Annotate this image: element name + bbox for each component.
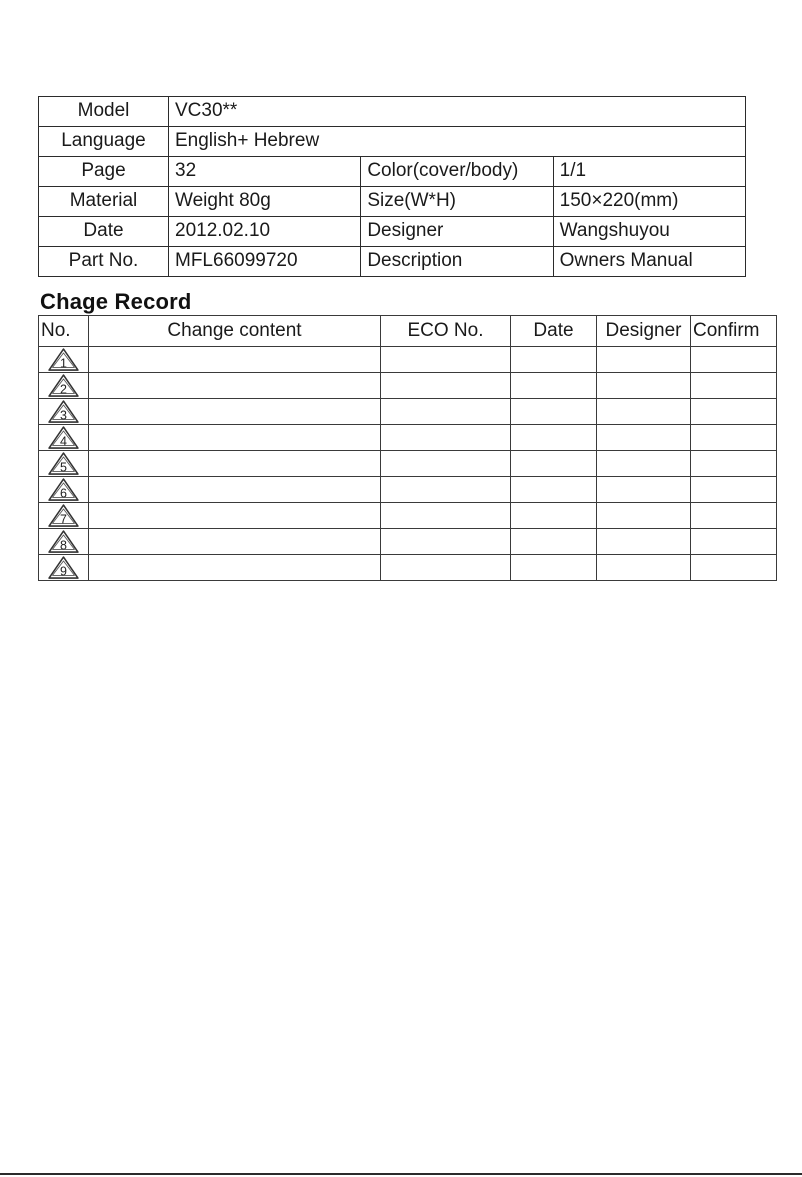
column-header-content: Change content — [89, 316, 381, 347]
table-row — [39, 503, 777, 529]
spec-secondary-label: Designer — [361, 217, 553, 247]
date-cell[interactable] — [511, 529, 597, 555]
eco-no-cell[interactable] — [381, 555, 511, 581]
change-record-header-row — [39, 316, 777, 347]
row-number-cell — [39, 503, 89, 529]
warning-triangle-icon — [47, 373, 80, 398]
row-number-cell — [39, 399, 89, 425]
svg-text:4: 4 — [60, 434, 67, 449]
spec-row — [39, 217, 746, 247]
svg-text:1: 1 — [60, 356, 67, 371]
specification-table-body — [39, 97, 746, 277]
spec-secondary-value: 1/1 — [553, 157, 745, 187]
designer-cell[interactable] — [597, 399, 691, 425]
spec-secondary-label: Description — [361, 247, 553, 277]
table-row — [39, 529, 777, 555]
spec-label: Model — [39, 97, 169, 127]
spec-value: Weight 80g — [169, 187, 361, 217]
change-content-cell[interactable] — [89, 347, 381, 373]
row-number-cell — [39, 477, 89, 503]
svg-text:8: 8 — [60, 538, 67, 553]
change-record-table — [38, 315, 777, 581]
spec-secondary-label: Color(cover/body) — [361, 157, 553, 187]
warning-triangle-icon — [47, 503, 80, 528]
table-row — [39, 399, 777, 425]
svg-text:5: 5 — [60, 460, 67, 475]
change-content-cell[interactable] — [89, 373, 381, 399]
warning-triangle-icon — [47, 399, 80, 424]
confirm-cell[interactable] — [691, 529, 777, 555]
change-content-cell[interactable] — [89, 425, 381, 451]
change-content-cell[interactable] — [89, 399, 381, 425]
warning-triangle-icon — [47, 425, 80, 450]
spec-row — [39, 187, 746, 217]
date-cell[interactable] — [511, 555, 597, 581]
change-record-body — [39, 347, 777, 581]
designer-cell[interactable] — [597, 529, 691, 555]
confirm-cell[interactable] — [691, 425, 777, 451]
date-cell[interactable] — [511, 399, 597, 425]
date-cell[interactable] — [511, 477, 597, 503]
spec-secondary-value: Wangshuyou — [553, 217, 745, 247]
row-number-cell — [39, 529, 89, 555]
spec-value: VC30** — [169, 97, 746, 127]
date-cell[interactable] — [511, 503, 597, 529]
spec-secondary-label: Size(W*H) — [361, 187, 553, 217]
column-header-no: No. — [39, 316, 89, 347]
row-number-cell — [39, 347, 89, 373]
row-number-cell — [39, 373, 89, 399]
eco-no-cell[interactable] — [381, 529, 511, 555]
spec-secondary-value: 150×220(mm) — [553, 187, 745, 217]
row-number-cell — [39, 451, 89, 477]
row-number-cell — [39, 425, 89, 451]
spec-label: Page — [39, 157, 169, 187]
change-content-cell[interactable] — [89, 529, 381, 555]
date-cell[interactable] — [511, 373, 597, 399]
confirm-cell[interactable] — [691, 373, 777, 399]
change-content-cell[interactable] — [89, 451, 381, 477]
designer-cell[interactable] — [597, 451, 691, 477]
spec-row — [39, 97, 746, 127]
spec-value: 2012.02.10 — [169, 217, 361, 247]
spec-label: Date — [39, 217, 169, 247]
change-record-head — [39, 316, 777, 347]
designer-cell[interactable] — [597, 373, 691, 399]
confirm-cell[interactable] — [691, 477, 777, 503]
designer-cell[interactable] — [597, 477, 691, 503]
confirm-cell[interactable] — [691, 347, 777, 373]
eco-no-cell[interactable] — [381, 451, 511, 477]
spec-row — [39, 157, 746, 187]
date-cell[interactable] — [511, 347, 597, 373]
eco-no-cell[interactable] — [381, 503, 511, 529]
column-header-date: Date — [511, 316, 597, 347]
confirm-cell[interactable] — [691, 451, 777, 477]
svg-text:9: 9 — [60, 564, 67, 579]
spec-label: Material — [39, 187, 169, 217]
column-header-designer: Designer — [597, 316, 691, 347]
svg-text:2: 2 — [60, 382, 67, 397]
spec-secondary-value: Owners Manual — [553, 247, 745, 277]
change-content-cell[interactable] — [89, 477, 381, 503]
svg-text:7: 7 — [60, 512, 67, 527]
table-row — [39, 425, 777, 451]
svg-text:6: 6 — [60, 486, 67, 501]
date-cell[interactable] — [511, 425, 597, 451]
spec-label: Part No. — [39, 247, 169, 277]
confirm-cell[interactable] — [691, 399, 777, 425]
warning-triangle-icon — [47, 555, 80, 580]
svg-text:3: 3 — [60, 408, 67, 423]
confirm-cell[interactable] — [691, 555, 777, 581]
change-content-cell[interactable] — [89, 555, 381, 581]
change-content-cell[interactable] — [89, 503, 381, 529]
warning-triangle-icon — [47, 347, 80, 372]
warning-triangle-icon — [47, 451, 80, 476]
eco-no-cell[interactable] — [381, 347, 511, 373]
table-row — [39, 373, 777, 399]
designer-cell[interactable] — [597, 347, 691, 373]
column-header-eco-no: ECO No. — [381, 316, 511, 347]
table-row — [39, 477, 777, 503]
specification-table — [38, 96, 746, 277]
designer-cell[interactable] — [597, 555, 691, 581]
date-cell[interactable] — [511, 451, 597, 477]
spec-value: 32 — [169, 157, 361, 187]
table-row — [39, 347, 777, 373]
spec-value: MFL66099720 — [169, 247, 361, 277]
eco-no-cell[interactable] — [381, 477, 511, 503]
designer-cell[interactable] — [597, 425, 691, 451]
eco-no-cell[interactable] — [381, 425, 511, 451]
spec-value: English+ Hebrew — [169, 127, 746, 157]
warning-triangle-icon — [47, 529, 80, 554]
eco-no-cell[interactable] — [381, 399, 511, 425]
spec-label: Language — [39, 127, 169, 157]
page-bottom-rule — [0, 1173, 802, 1175]
spec-row — [39, 247, 746, 277]
eco-no-cell[interactable] — [381, 373, 511, 399]
table-row — [39, 451, 777, 477]
table-row — [39, 555, 777, 581]
designer-cell[interactable] — [597, 503, 691, 529]
spec-row — [39, 127, 746, 157]
change-record-heading: Chage Record — [40, 289, 192, 314]
confirm-cell[interactable] — [691, 503, 777, 529]
column-header-confirm: Confirm — [691, 316, 777, 347]
warning-triangle-icon — [47, 477, 80, 502]
row-number-cell — [39, 555, 89, 581]
